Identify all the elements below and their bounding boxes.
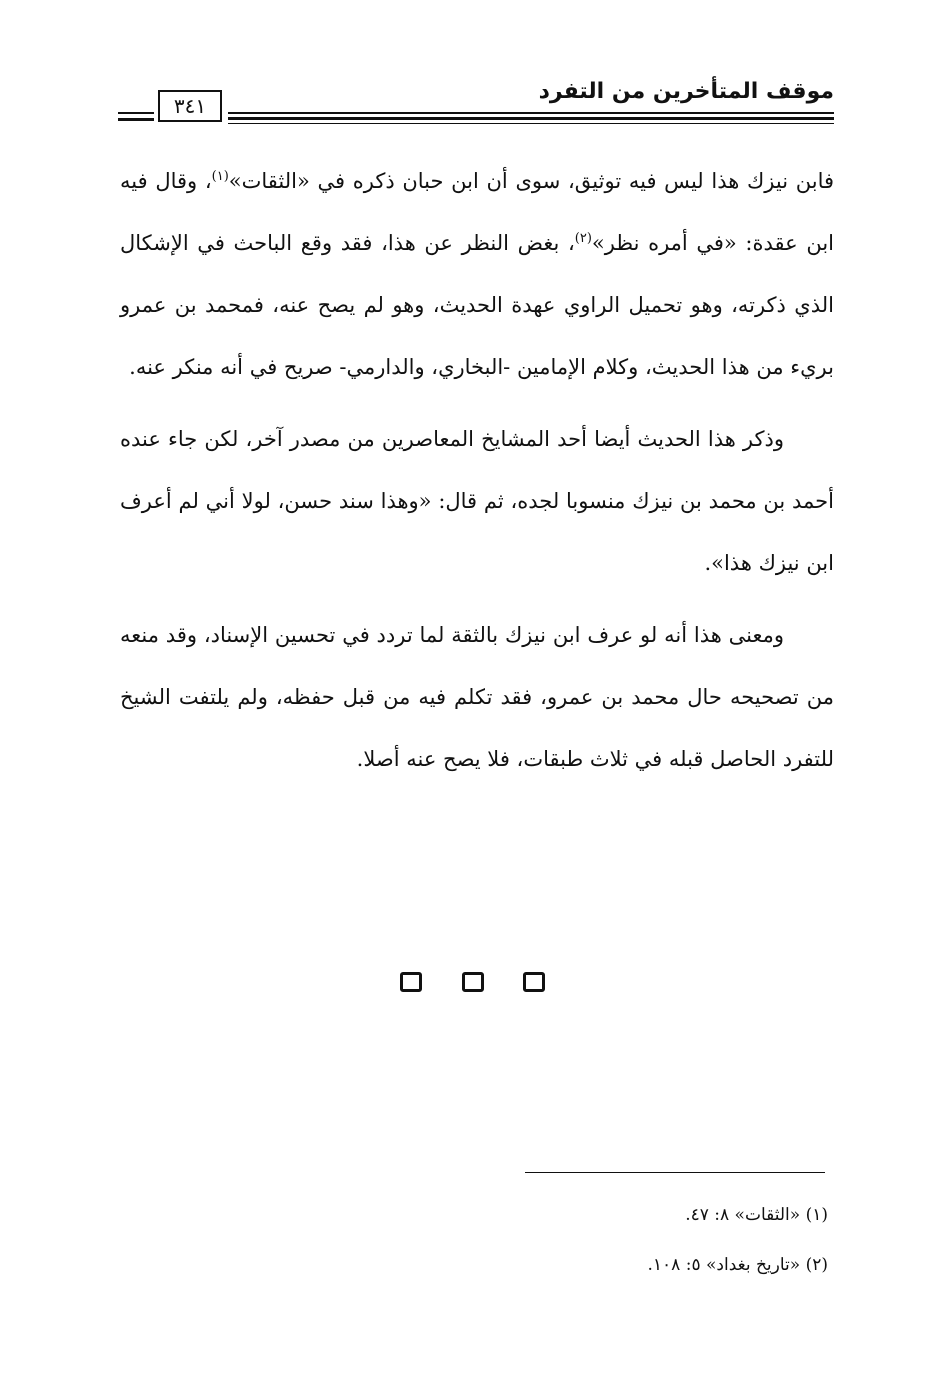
header-rule: [228, 123, 834, 124]
header-left-rule: [118, 112, 154, 114]
square-outline-icon: [462, 972, 484, 992]
footnote-divider: [525, 1172, 825, 1173]
footnote-1: (١) «الثقات» ٨: ٤٧.: [685, 1205, 828, 1225]
footnote-ref-1: (١): [211, 169, 229, 184]
paragraph-1-text-a: فابن نيزك هذا ليس فيه توثيق، سوى أن ابن حبان ذكره في «الثقات»: [228, 169, 835, 193]
running-title: موقف المتأخرين من التفرد: [538, 79, 834, 104]
footnote-2: (٢) «تاريخ بغداد» ٥: ١٠٨.: [647, 1255, 828, 1275]
header-left-rule: [118, 118, 154, 121]
footnote-ref-2: (٢): [574, 231, 592, 246]
header-rule: [228, 112, 834, 114]
paragraph-1-text-b: ، وقال فيه ابن عقدة: «في أمره نظر»: [120, 169, 834, 255]
page-number: ٣٤١: [158, 90, 222, 122]
square-outline-icon: [400, 972, 422, 992]
paragraph-1: [120, 150, 834, 398]
page-header: [118, 78, 834, 128]
paragraph-1-text-c: ، بغض النظر عن هذا، فقد وقع الباحث في الإشكال الذي ذكرته، وهو تحميل الراوي عهدة الحديث، وهو لم يصح عنه، فمحمد بن عمرو بريء من هذا الحديث، وكلام الإمامين -البخاري، والدارمي- صريح في أنه منكر عنه.: [120, 231, 834, 379]
paragraph-2: وذكر هذا الحديث أيضا أحد المشايخ المعاصرين من مصدر آخر، لكن جاء عنده أحمد بن محمد بن نيزك منسوبا لجده، ثم قال: «وهذا سند حسن، لولا أني لم أعرف ابن نيزك هذا».: [120, 427, 834, 575]
header-rule: [228, 117, 834, 120]
main-text: [120, 150, 834, 800]
footnotes: [400, 1190, 828, 1290]
square-outline-icon: [523, 972, 545, 992]
paragraph-3: ومعنى هذا أنه لو عرف ابن نيزك بالثقة لما تردد في تحسين الإسناد، وقد منعه من تصحيحه حال محمد بن عمرو، فقد تكلم فيه من قبل حفظه، ولم يلتفت الشيخ للتفرد الحاصل قبله في ثلاث طبقات، فلا يصح عنه أصلا.: [120, 623, 834, 771]
section-separator: [0, 972, 945, 996]
